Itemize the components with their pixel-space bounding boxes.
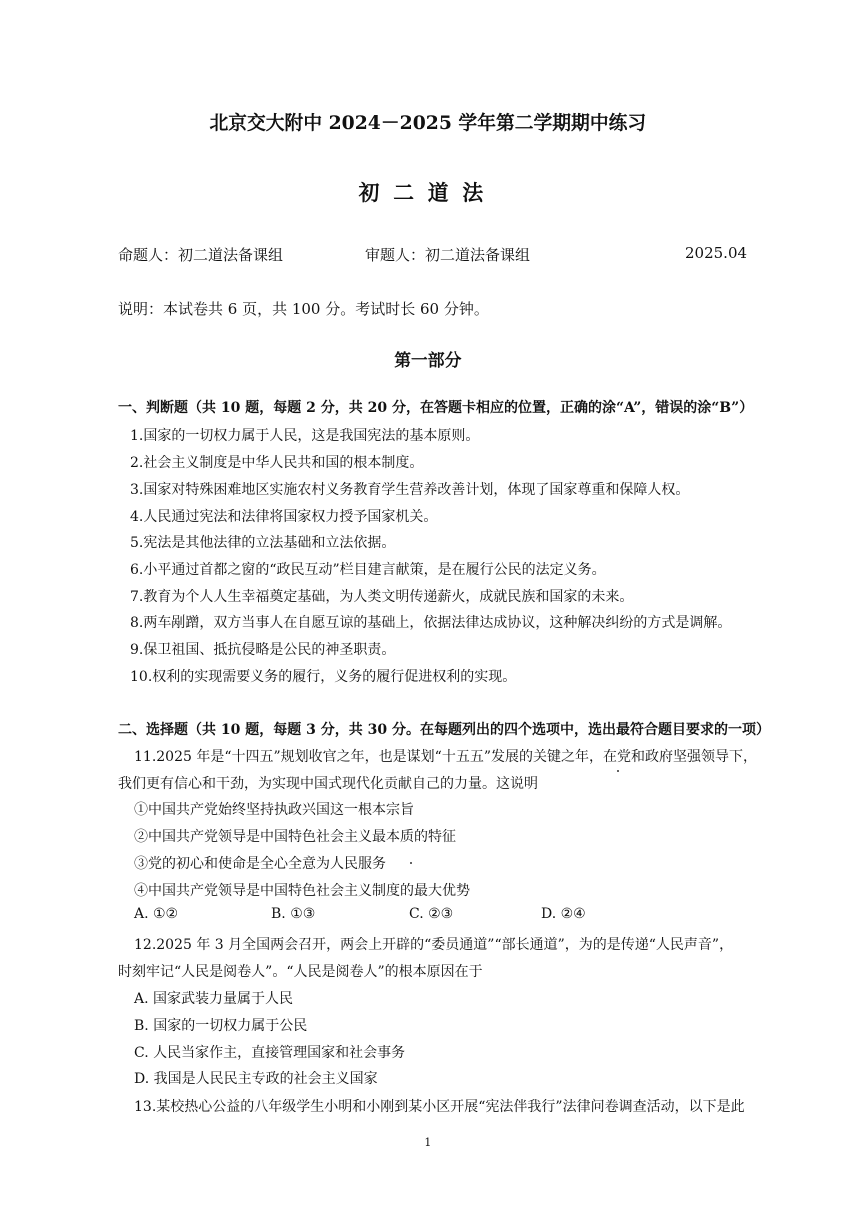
scan-speck xyxy=(410,862,412,864)
statement-item: ②中国共产党领导是中国特色社会主义最本质的特征 xyxy=(134,829,456,845)
judgment-item: 2.社会主义制度是中华人民共和国的根本制度。 xyxy=(130,455,424,471)
option-d: D. 我国是人民民主专政的社会主义国家 xyxy=(134,1071,378,1087)
judgment-item: 10.权利的实现需要义务的履行，义务的履行促进权利的实现。 xyxy=(130,669,517,685)
instructions-text: 说明：本试卷共 6 页，共 100 分。考试时长 60 分钟。 xyxy=(118,300,489,318)
judgment-item: 6.小平通过首都之窗的“政民互动”栏目建言献策，是在履行公民的法定义务。 xyxy=(130,562,606,578)
setter-text: 命题人：初二道法备课组 xyxy=(118,246,284,264)
option-c: C. ②③ xyxy=(409,906,454,922)
judgment-item: 9.保卫祖国、抵抗侵略是公民的神圣职责。 xyxy=(130,642,396,658)
option-b: B. 国家的一切权力属于公民 xyxy=(134,1018,308,1034)
judgment-item: 8.两车剐蹭，双方当事人在自愿互谅的基础上，依据法律达成协议，这种解决纠纷的方式是调解。 xyxy=(130,615,732,631)
part-title: 第一部分 xyxy=(394,351,462,371)
judgment-item: 4.人民通过宪法和法律将国家权力授予国家机关。 xyxy=(130,509,438,525)
option-a: A. ①② xyxy=(134,906,179,922)
question-11-line-1: 11.2025 年是“十四五”规划收官之年，也是谋划“十五五”发展的关键之年，在党和政府坚强领导下， xyxy=(134,749,757,765)
option-b: B. ①③ xyxy=(271,906,316,922)
question-12-line-2: 时刻牢记“人民是阅卷人”。“人民是阅卷人”的根本原因在于 xyxy=(118,964,483,980)
section-2-heading: 二、选择题（共 10 题，每题 3 分，共 30 分。在每题列出的四个选项中，选出最符合题目要求的一项） xyxy=(118,722,770,738)
question-11-line-2: 我们更有信心和干劲，为实现中国式现代化贡献自己的力量。这说明 xyxy=(118,776,538,792)
judgment-item: 7.教育为个人人生幸福奠定基础，为人类文明传递薪火，成就民族和国家的未来。 xyxy=(130,589,634,605)
scan-speck xyxy=(617,770,619,772)
option-a: A. 国家武装力量属于人民 xyxy=(134,991,294,1007)
judgment-item: 1.国家的一切权力属于人民，这是我国宪法的基本原则。 xyxy=(130,428,480,444)
statement-item: ④中国共产党领导是中国特色社会主义制度的最大优势 xyxy=(134,883,470,899)
exam-date: 2025.04 xyxy=(685,244,748,262)
statement-item: ③党的初心和使命是全心全意为人民服务 xyxy=(134,856,386,872)
statement-item: ①中国共产党始终坚持执政兴国这一根本宗旨 xyxy=(134,802,414,818)
subject-title: 初二道法 xyxy=(358,180,497,205)
question-13-line-1: 13.某校热心公益的八年级学生小明和小刚到某小区开展“宪法伴我行”法律问卷调查活动，以下是此 xyxy=(134,1099,745,1115)
exam-title: 北京交大附中 2024－2025 学年第二学期期中练习 xyxy=(209,112,647,134)
question-12-line-1: 12.2025 年 3 月全国两会召开，两会上开辟的“委员通道”“部长通道”，为的是传递“人民声音”， xyxy=(134,937,734,953)
judgment-item: 3.国家对特殊困难地区实施农村义务教育学生营养改善计划，体现了国家尊重和保障人权。 xyxy=(130,482,690,498)
option-c: C. 人民当家作主，直接管理国家和社会事务 xyxy=(134,1045,406,1061)
section-1-heading: 一、判断题（共 10 题，每题 2 分，共 20 分，在答题卡相应的位置，正确的涂“A”，错误的涂“B”） xyxy=(118,400,754,416)
page-number: 1 xyxy=(424,1136,432,1149)
option-d: D. ②④ xyxy=(541,906,586,922)
judgment-item: 5.宪法是其他法律的立法基础和立法依据。 xyxy=(130,535,396,551)
reviewer-text: 审题人：初二道法备课组 xyxy=(365,246,531,264)
